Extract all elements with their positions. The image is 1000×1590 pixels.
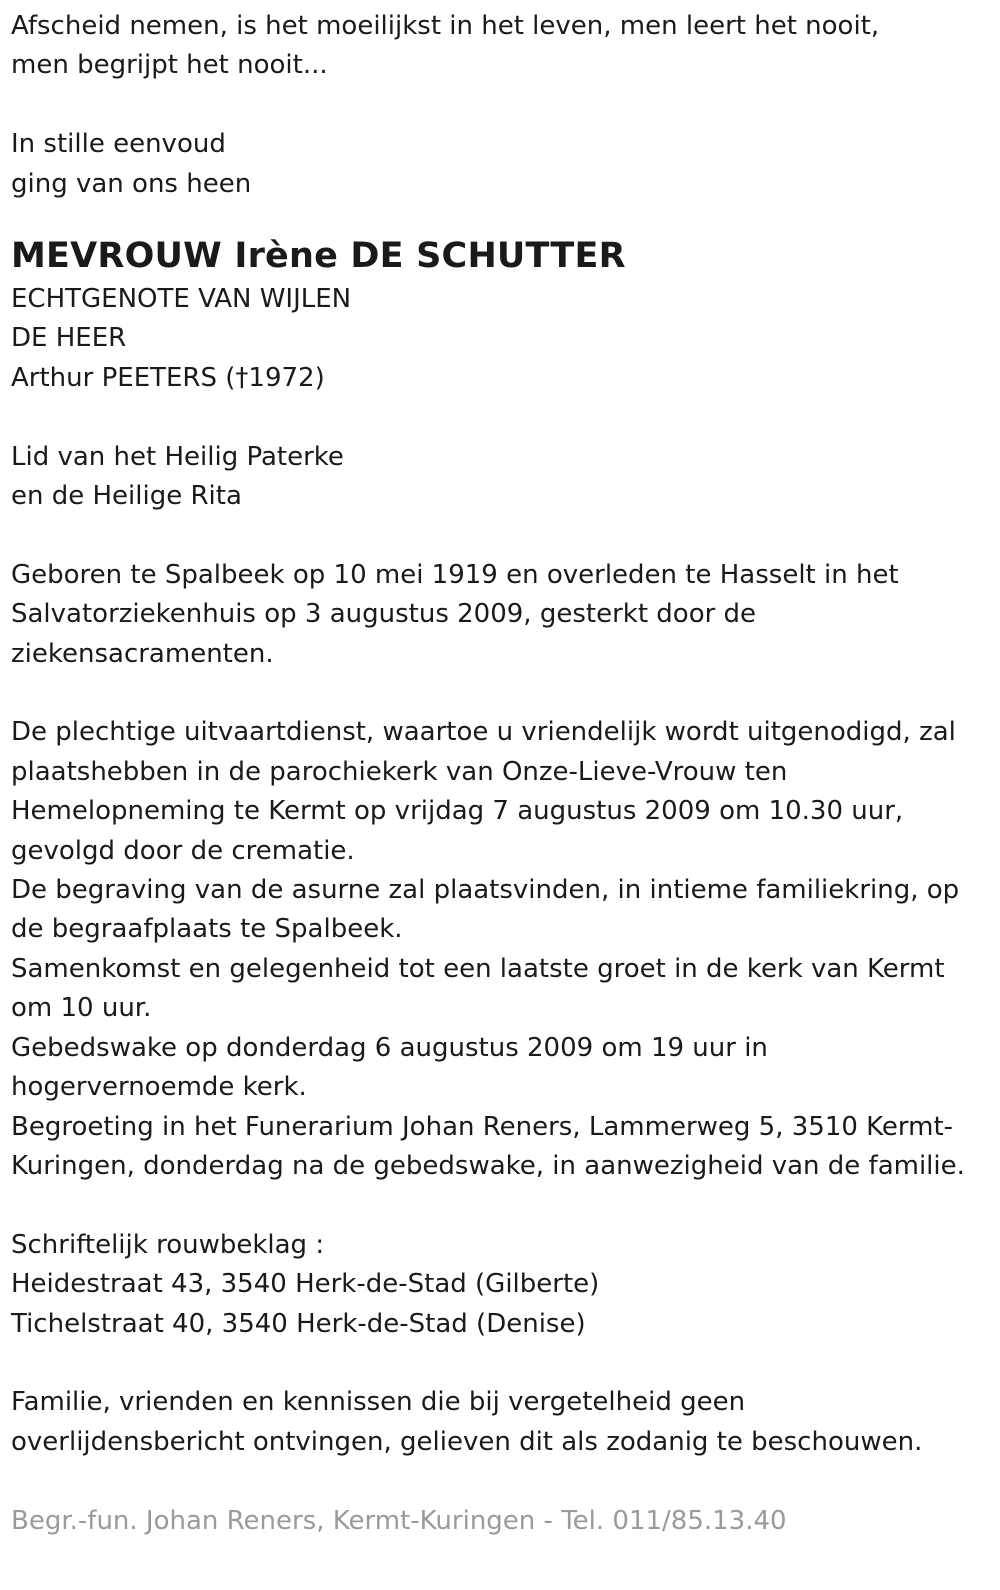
family-notice [11, 1383, 988, 1462]
quote-line: men begrijpt het nooit... [11, 50, 328, 81]
notice-line: Familie, vrienden en kennissen die bij vergetelheid geen [11, 1387, 746, 1418]
condolence-line: Tichelstraat 40, 3540 Herk-de-Stad (Denise) [11, 1308, 586, 1339]
ceremony-line: De plechtige uitvaartdienst, waartoe u vriendelijk wordt uitgenodigd, zal [11, 717, 956, 748]
notice-line: overlijdensbericht ontvingen, gelieven dit als zodanig te beschouwen. [11, 1426, 923, 1457]
footer-line: Begr.-fun. Johan Reners, Kermt-Kuringen - Tel. 011/85.13.40 [11, 1505, 787, 1536]
birth-death-line: Salvatorziekenhuis op 3 augustus 2009, gesterkt door de [11, 599, 757, 630]
spacer [11, 1186, 988, 1225]
intro-text [11, 125, 988, 204]
birth-death-info [11, 556, 988, 674]
deceased-name: MEVROUW Irène DE SCHUTTER [11, 236, 626, 277]
spouse-info [11, 280, 988, 398]
farewell-quote [11, 7, 988, 86]
quote-line: Afscheid nemen, is het moeilijkst in het leven, men leert het nooit, [11, 11, 880, 41]
spacer [11, 398, 988, 437]
spacer [11, 674, 988, 713]
spouse-line: Arthur PEETERS (†1972) [11, 362, 325, 393]
membership-info [11, 438, 988, 517]
ceremony-info [11, 713, 988, 1186]
intro-line: In stille eenvoud [11, 129, 226, 160]
ceremony-line: Samenkomst en gelegenheid tot een laatste groet in de kerk van Kermt [11, 953, 945, 984]
ceremony-line: Kuringen, donderdag na de gebedswake, in aanwezigheid van de familie. [11, 1150, 965, 1181]
ceremony-line: Begroeting in het Funerarium Johan Reners, Lammerweg 5, 3510 Kermt- [11, 1111, 954, 1142]
birth-death-line: ziekensacramenten. [11, 638, 274, 669]
spacer [11, 1344, 988, 1383]
birth-death-line: Geboren te Spalbeek op 10 mei 1919 en overleden te Hasselt in het [11, 559, 899, 590]
spouse-line: ECHTGENOTE VAN WIJLEN [11, 284, 352, 315]
condolence-line: Heidestraat 43, 3540 Herk-de-Stad (Gilberte) [11, 1269, 600, 1300]
spacer [11, 516, 988, 555]
intro-line: ging van ons heen [11, 168, 252, 199]
ceremony-line: gevolgd door de crematie. [11, 835, 355, 866]
ceremony-line: Hemelopneming te Kermt op vrijdag 7 augustus 2009 om 10.30 uur, [11, 796, 904, 827]
ceremony-line: Gebedswake op donderdag 6 augustus 2009 om 19 uur in [11, 1032, 768, 1063]
ceremony-line: de begraafplaats te Spalbeek. [11, 914, 403, 945]
condolence-line: Schriftelijk rouwbeklag : [11, 1229, 325, 1260]
spacer [11, 86, 988, 125]
spouse-line: DE HEER [11, 323, 127, 354]
ceremony-line: De begraving van de asurne zal plaatsvinden, in intieme familiekring, op [11, 875, 960, 906]
condolence-addresses [11, 1226, 988, 1344]
spacer [11, 204, 988, 232]
ceremony-line: plaatshebben in de parochiekerk van Onze-Lieve-Vrouw ten [11, 756, 788, 787]
membership-line: en de Heilige Rita [11, 481, 242, 512]
spacer [11, 1462, 988, 1501]
ceremony-line: hogervernoemde kerk. [11, 1072, 307, 1103]
membership-line: Lid van het Heilig Paterke [11, 441, 344, 472]
funeral-home-footer [11, 1502, 988, 1541]
ceremony-line: om 10 uur. [11, 993, 152, 1024]
